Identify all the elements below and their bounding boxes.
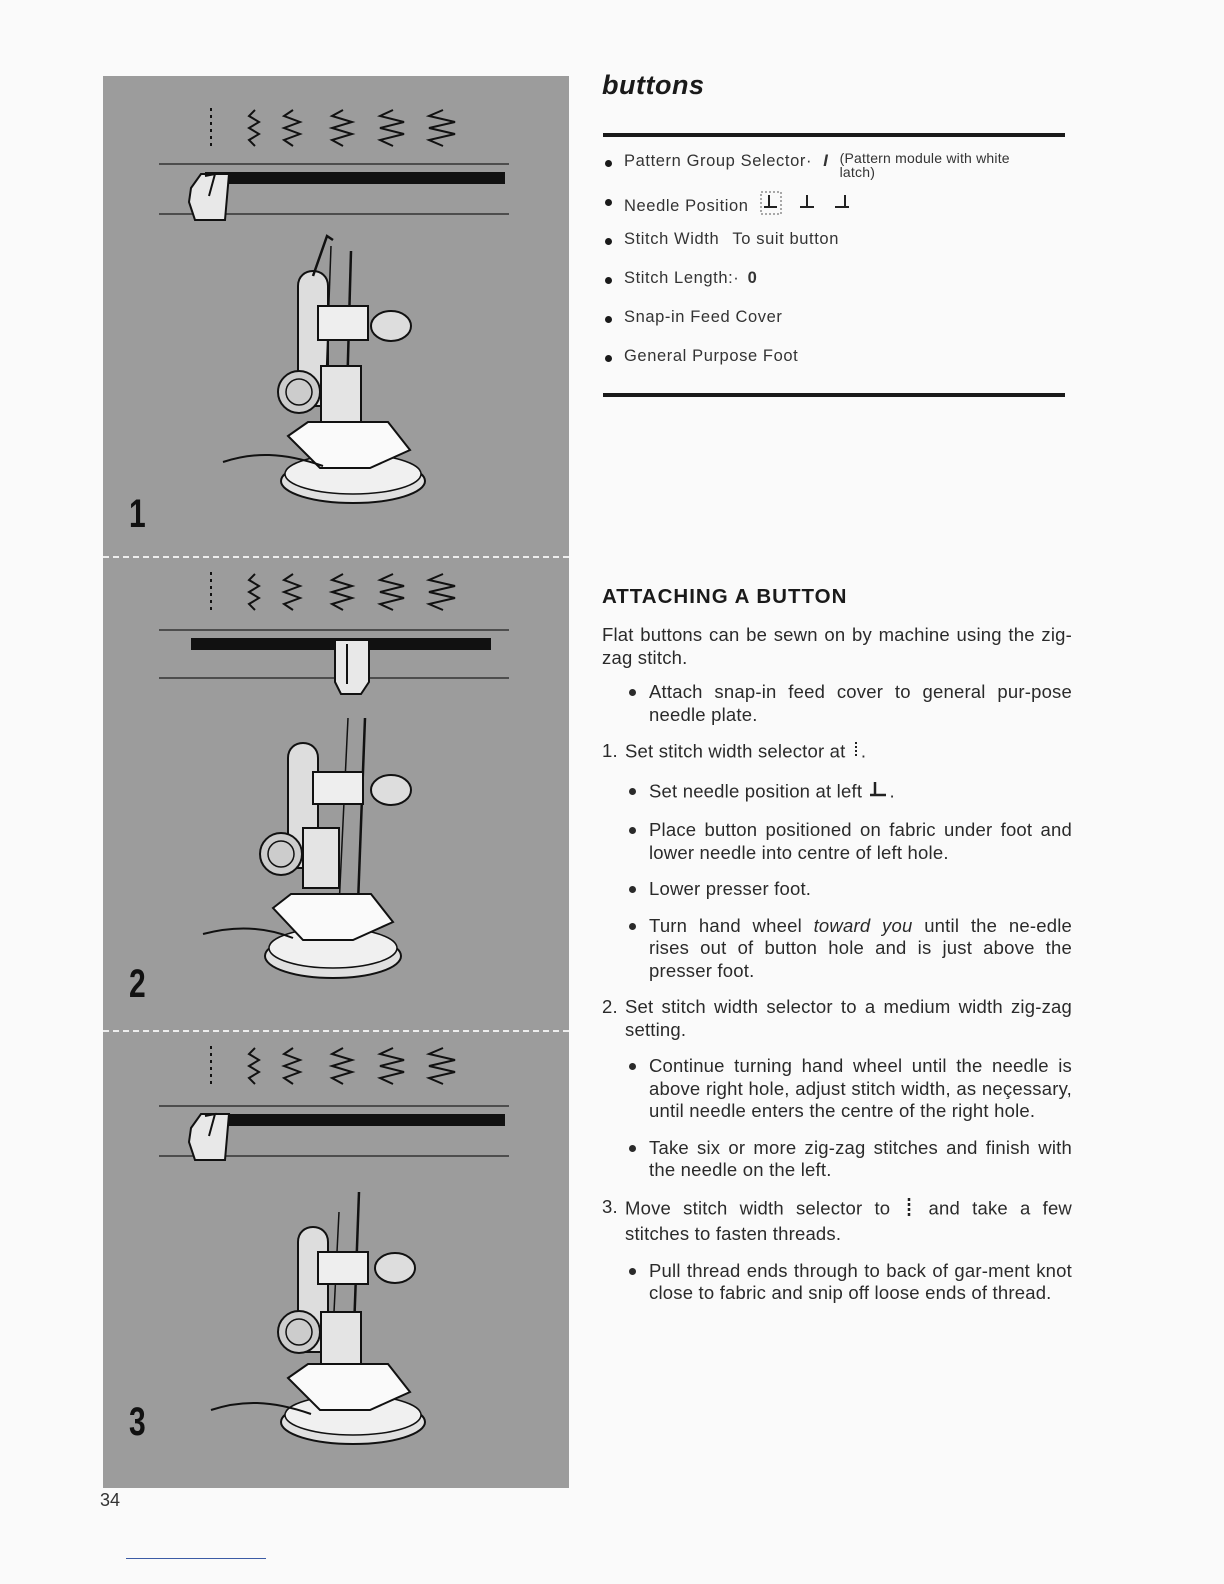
pattern-module-note: (Pattern module with white latch)	[839, 150, 1010, 180]
setting-value: I	[823, 152, 829, 170]
setting-pattern-group	[604, 152, 1074, 191]
section-title: ATTACHING A BUTTON	[602, 585, 848, 608]
setting-label: Needle Position	[624, 196, 749, 215]
needle-left-icon	[868, 780, 890, 806]
illustration-strip	[103, 76, 569, 1488]
sewing-machine-illustration-2	[103, 558, 569, 1028]
instruction-bullet: Lower presser foot.	[602, 878, 1072, 901]
setting-label: Stitch Width	[624, 230, 720, 248]
sewing-machine-illustration-3	[103, 1032, 569, 1488]
instruction-bullet: Place button positioned on fabric under foot and lower needle into centre of left hole.	[602, 819, 1072, 864]
instruction-step-2: 2. Set stitch width selector to a medium width zig-zag setting.	[602, 996, 1072, 1040]
illustration-panel-2	[103, 558, 569, 1028]
straight-stitch-icon	[902, 1196, 916, 1224]
setting-stitch-length	[604, 269, 1074, 308]
machine-settings-list	[604, 152, 1074, 386]
needle-right-icon	[830, 191, 854, 222]
panel-label-1: 1	[129, 492, 146, 536]
needle-centre-icon	[795, 191, 819, 222]
intro-paragraph: Flat buttons can be sewn on by machine using the zig-zag stitch.	[602, 624, 1072, 668]
setting-value: To suit button	[732, 230, 839, 248]
needle-left-icon	[760, 191, 784, 222]
instruction-bullet: Take six or more zig-zag stitches and finish with the needle on the left.	[602, 1137, 1072, 1182]
instruction-step-3: 3. Move stitch width selector to and take a few stitches to fasten threads.	[602, 1195, 1072, 1244]
illustration-panel-3	[103, 1032, 569, 1488]
page-number: 34	[100, 1490, 121, 1510]
instruction-bullet: Continue turning hand wheel until the needle is above right hole, adjust stitch width, as neçessary, until needle enters the centre of the right hole.	[602, 1055, 1072, 1123]
setting-foot: General Purpose Foot	[604, 347, 1074, 386]
setting-label: Pattern Group Selector·	[624, 152, 813, 170]
straight-stitch-icon	[851, 740, 861, 766]
instruction-bullet: Pull thread ends through to back of gar-ment knot close to fabric and snip off loose ends of thread.	[602, 1260, 1072, 1305]
setting-label: Stitch Length:·	[624, 269, 740, 287]
illustration-panel-1	[103, 76, 569, 554]
setting-stitch-width	[604, 230, 1074, 269]
panel-label-3: 3	[129, 1400, 146, 1444]
footer-rule	[126, 1558, 266, 1559]
setting-value: 0	[747, 269, 758, 287]
instruction-bullet: Attach snap-in feed cover to general pur-pose needle plate.	[602, 681, 1072, 726]
instruction-bullet: Set needle position at left .	[602, 780, 1072, 806]
instruction-bullet: Turn hand wheel toward you until the ne-edle rises out of button hole and is just above the presser foot.	[602, 915, 1072, 983]
header-rule-top	[603, 133, 1065, 137]
header-rule-bottom	[603, 393, 1065, 397]
instruction-step-1: 1. Set stitch width selector at .	[602, 740, 1072, 766]
sewing-machine-illustration-1	[103, 76, 569, 554]
setting-feed-cover: Snap-in Feed Cover	[604, 308, 1074, 347]
instructions	[602, 624, 1072, 1319]
panel-label-2: 2	[129, 962, 146, 1006]
page-title: buttons	[602, 70, 705, 100]
setting-needle-position	[604, 191, 1074, 230]
